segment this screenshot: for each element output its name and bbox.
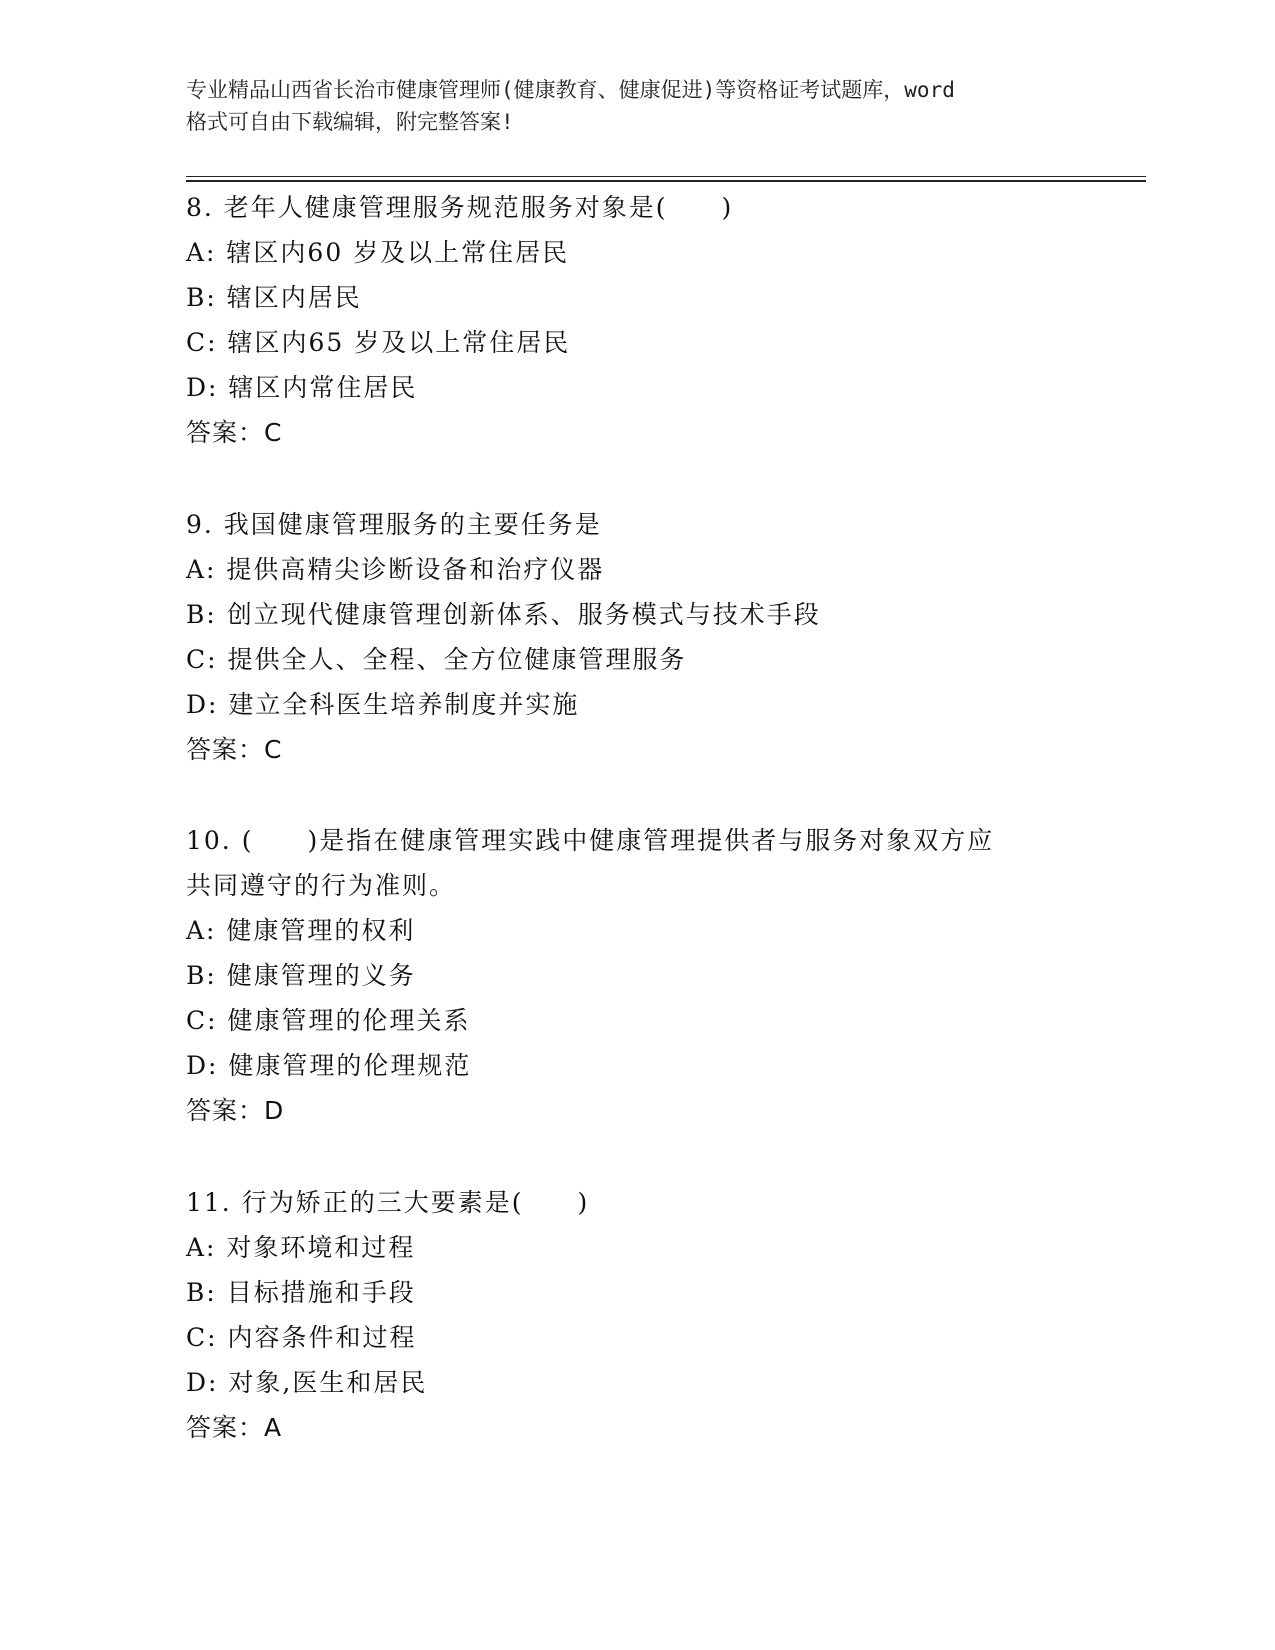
header-line-2: 格式可自由下载编辑，附完整答案! [186,110,514,134]
option-d: D: 建立全科医生培养制度并实施 [186,690,580,719]
option-c: C: 内容条件和过程 [186,1323,417,1352]
option-d: D: 健康管理的伦理规范 [186,1051,472,1080]
question-10 [186,818,1086,1133]
option-b: B: 健康管理的义务 [186,961,416,990]
option-d: D: 辖区内常住居民 [186,373,418,402]
header-line-1: 专业精品山西省长治市健康管理师(健康教育、健康促进)等资格证考试题库，word [186,78,955,102]
answer-text: 答案：A [186,1413,283,1442]
question-stem: 11. 行为矫正的三大要素是( ) [186,1188,590,1217]
question-stem: 10. ( )是指在健康管理实践中健康管理提供者与服务对象双方应 [186,826,995,855]
option-a: A: 辖区内60 岁及以上常住居民 [186,238,570,267]
option-b: B: 目标措施和手段 [186,1278,416,1307]
question-stem: 9. 我国健康管理服务的主要任务是 [186,510,602,539]
answer-text: 答案：D [186,1096,285,1125]
option-a: A: 健康管理的权利 [186,916,416,945]
option-c: C: 健康管理的伦理关系 [186,1006,471,1035]
header-divider-thin [186,176,1146,177]
option-b: B: 辖区内居民 [186,283,362,312]
header-divider-thick [186,180,1146,182]
question-stem: 8. 老年人健康管理服务规范服务对象是( ) [186,193,734,222]
question-9 [186,502,1086,772]
question-8 [186,185,1086,455]
question-stem-continued: 共同遵守的行为准则。 [186,871,457,900]
option-a: A: 提供高精尖诊断设备和治疗仪器 [186,555,605,584]
answer-text: 答案：C [186,418,283,447]
document-header [186,74,1086,138]
option-c: C: 提供全人、全程、全方位健康管理服务 [186,645,687,674]
question-11 [186,1180,1086,1450]
option-c: C: 辖区内65 岁及以上常住居民 [186,328,571,357]
option-a: A: 对象环境和过程 [186,1233,416,1262]
option-d: D: 对象,医生和居民 [186,1368,428,1397]
option-b: B: 创立现代健康管理创新体系、服务模式与技术手段 [186,600,821,629]
answer-text: 答案：C [186,735,283,764]
